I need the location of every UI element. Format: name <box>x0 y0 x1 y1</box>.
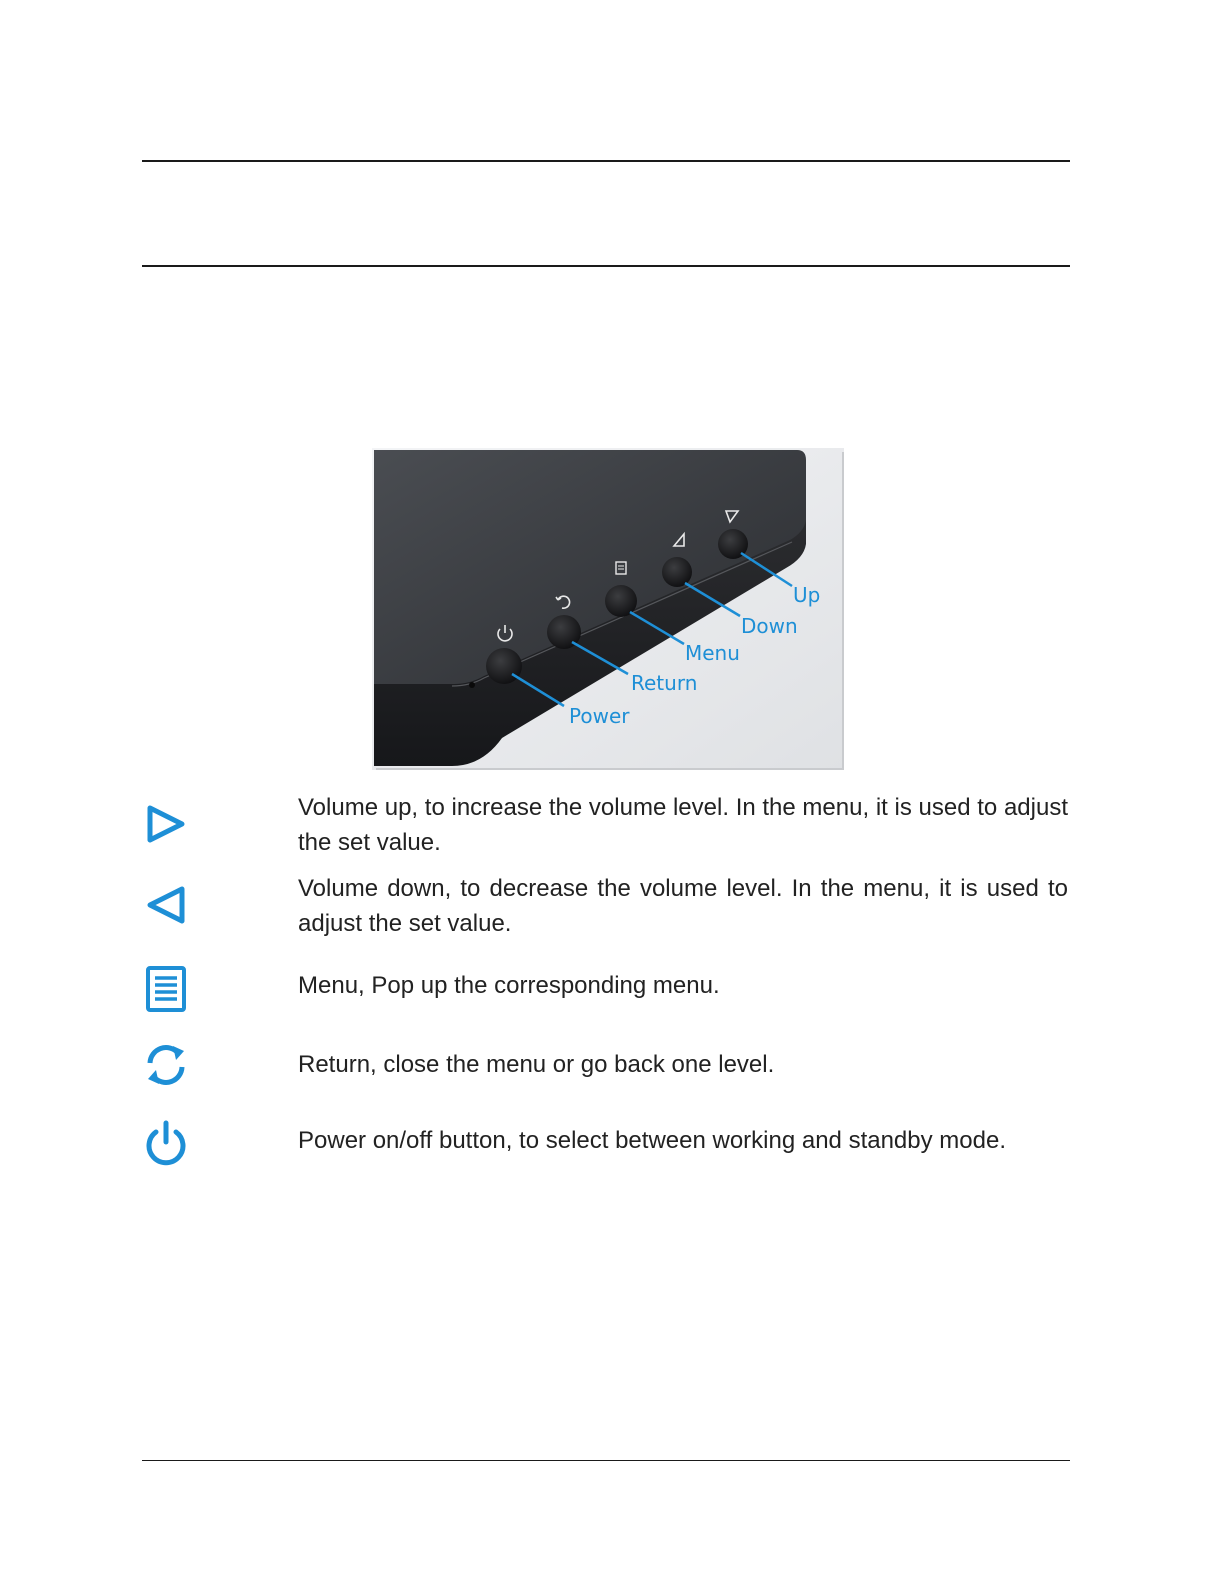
callout-menu: Menu <box>685 641 740 665</box>
header-rule-bottom <box>142 265 1070 267</box>
callout-up: Up <box>793 583 821 607</box>
refresh-icon <box>142 1041 190 1089</box>
menu-description: Menu, Pop up the corresponding menu. <box>298 972 720 999</box>
menu-list-icon <box>142 964 190 1012</box>
power-description: Power on/off button, to select between working and standby mode. <box>298 1127 1006 1154</box>
volume-down-description: Volume down, to decrease the volume level. In the menu, it is used to adjust the set value. <box>298 875 1068 937</box>
callout-power: Power <box>569 704 630 728</box>
callout-return: Return <box>631 671 698 695</box>
footer-rule <box>142 1460 1070 1461</box>
callout-down: Down <box>741 614 798 638</box>
header-rule-top <box>142 160 1070 162</box>
return-description: Return, close the menu or go back one level. <box>298 1051 775 1078</box>
monitor-buttons-photo <box>372 448 844 770</box>
volume-up-description: Volume up, to increase the volume level. In the menu, it is used to adjust the set value. <box>298 794 1068 856</box>
power-icon <box>142 1120 190 1168</box>
play-left-icon <box>142 881 190 929</box>
play-right-icon <box>142 800 190 848</box>
